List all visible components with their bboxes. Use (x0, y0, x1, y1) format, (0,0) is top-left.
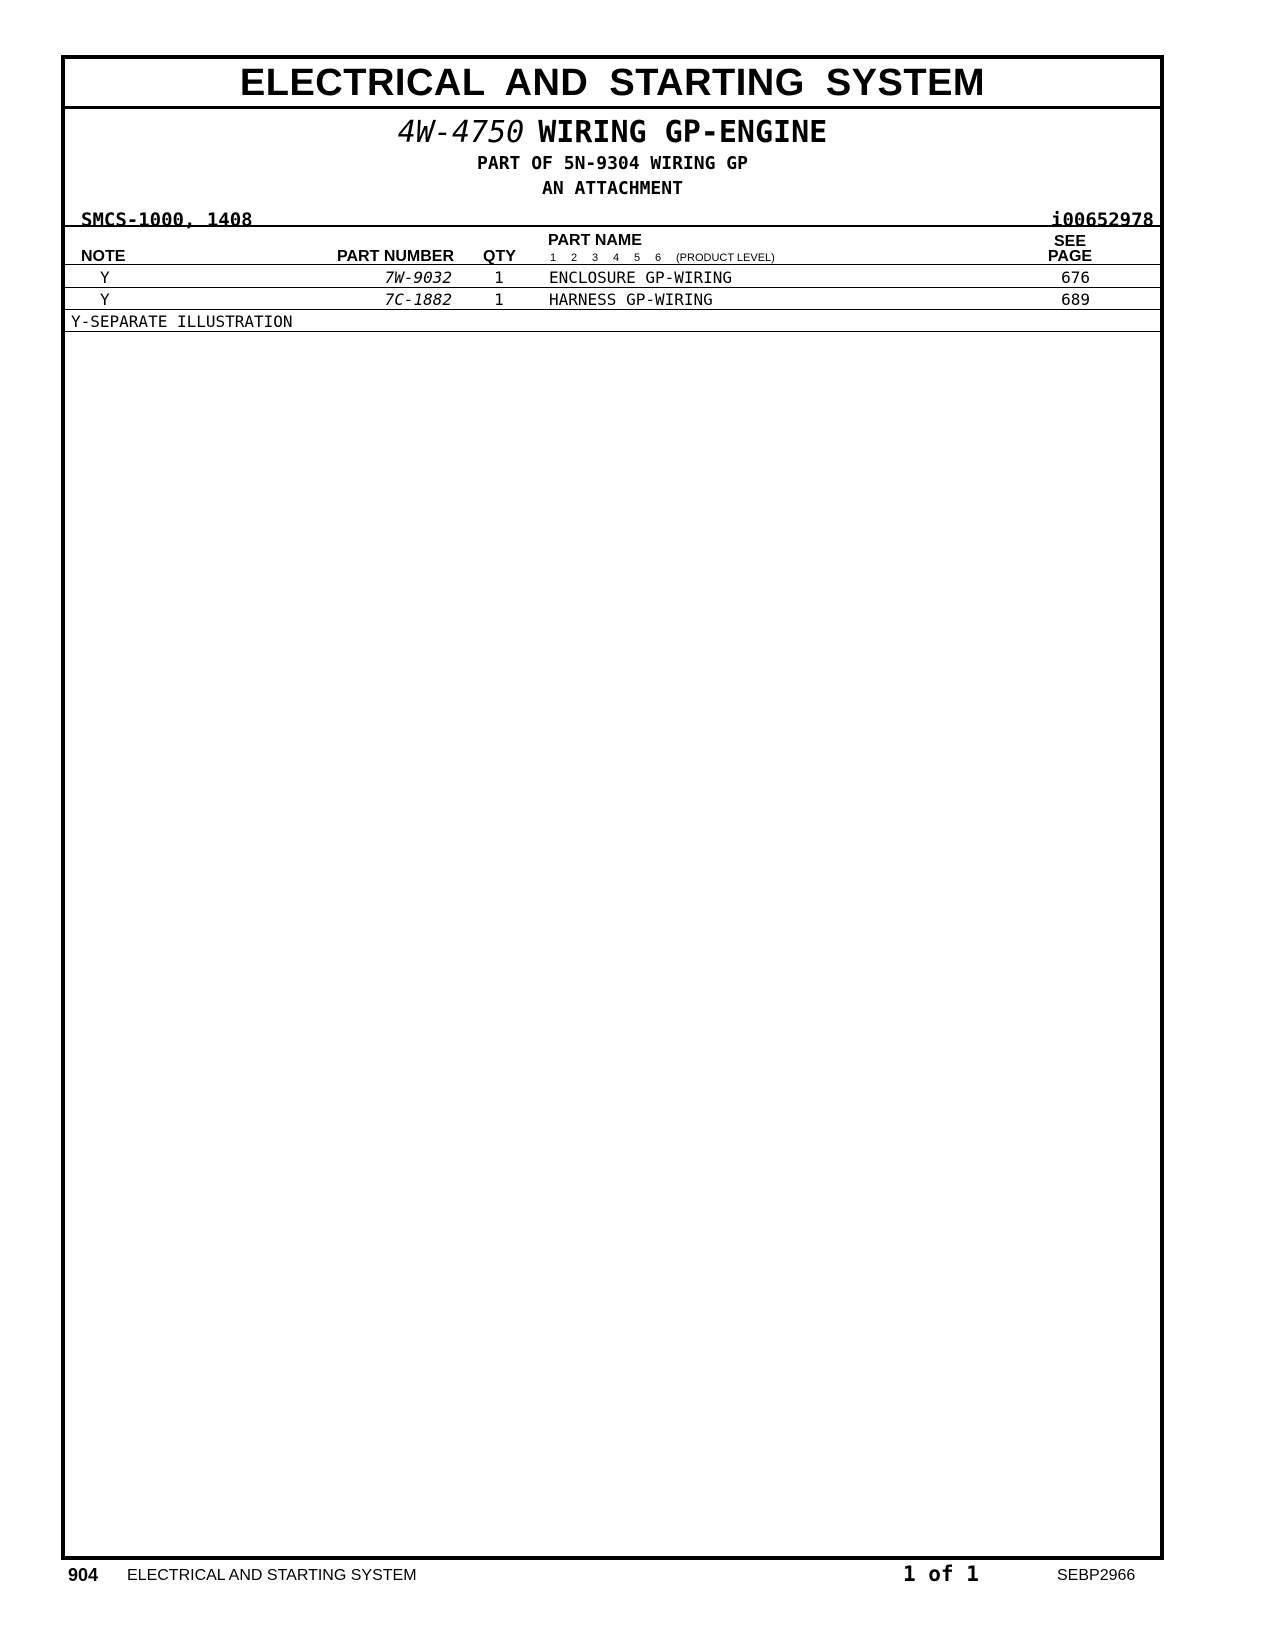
column-header-note: NOTE (81, 248, 126, 265)
footnote-rule (65, 331, 1160, 332)
footer-page-number: 904 (68, 1565, 99, 1585)
row-see-page: 689 (1061, 290, 1090, 309)
footnote: Y-SEPARATE ILLUSTRATION (71, 312, 293, 331)
product-levels (550, 253, 775, 264)
row-see-page: 676 (1061, 268, 1090, 287)
group-title (65, 115, 1160, 150)
footer-page-count: 1 of 1 (903, 1562, 979, 1586)
row-qty: 1 (494, 268, 504, 287)
illustration-id: i00652978 (1051, 209, 1154, 231)
column-header-page: PAGE (1047, 248, 1093, 265)
row-part-number: 7W-9032 (384, 268, 452, 287)
column-header-see: SEE (1053, 233, 1086, 250)
row-part-name: HARNESS GP-WIRING (549, 290, 713, 309)
product-level-6: 6 (655, 252, 662, 264)
row-part-number: 7C-1882 (384, 290, 452, 309)
row-rule (65, 309, 1160, 310)
column-header-part-name: PART NAME (548, 232, 642, 249)
product-level-4: 4 (613, 252, 620, 264)
row-note: Y (100, 268, 110, 287)
group-part-number: 4W-4750 (397, 115, 525, 150)
smcs-code: SMCS-1000, 1408 (81, 209, 253, 231)
column-header-part-number: PART NUMBER (337, 248, 455, 265)
row-note: Y (100, 290, 110, 309)
product-level-1: 1 (550, 252, 557, 264)
part-of-line: PART OF 5N-9304 WIRING GP (477, 153, 748, 174)
page-frame (61, 55, 1164, 1560)
column-header-qty: QTY (483, 248, 516, 265)
row-part-name: ENCLOSURE GP-WIRING (549, 268, 733, 287)
group-name: WIRING GP-ENGINE (538, 115, 828, 150)
section-title: ELECTRICAL AND STARTING SYSTEM (239, 61, 986, 104)
product-level-5: 5 (634, 252, 641, 264)
footer-section-name: ELECTRICAL AND STARTING SYSTEM (127, 1567, 417, 1584)
header-rule (65, 225, 1160, 227)
footer-document-id: SEBP2966 (1057, 1567, 1136, 1584)
row-qty: 1 (494, 290, 504, 309)
product-level-2: 2 (571, 252, 578, 264)
attachment-line: AN ATTACHMENT (542, 178, 683, 199)
column-header-rule (65, 264, 1160, 265)
section-title-band (65, 59, 1160, 109)
product-level-3: 3 (592, 252, 599, 264)
row-rule (65, 287, 1160, 288)
product-level-label: (PRODUCT LEVEL) (676, 252, 775, 264)
